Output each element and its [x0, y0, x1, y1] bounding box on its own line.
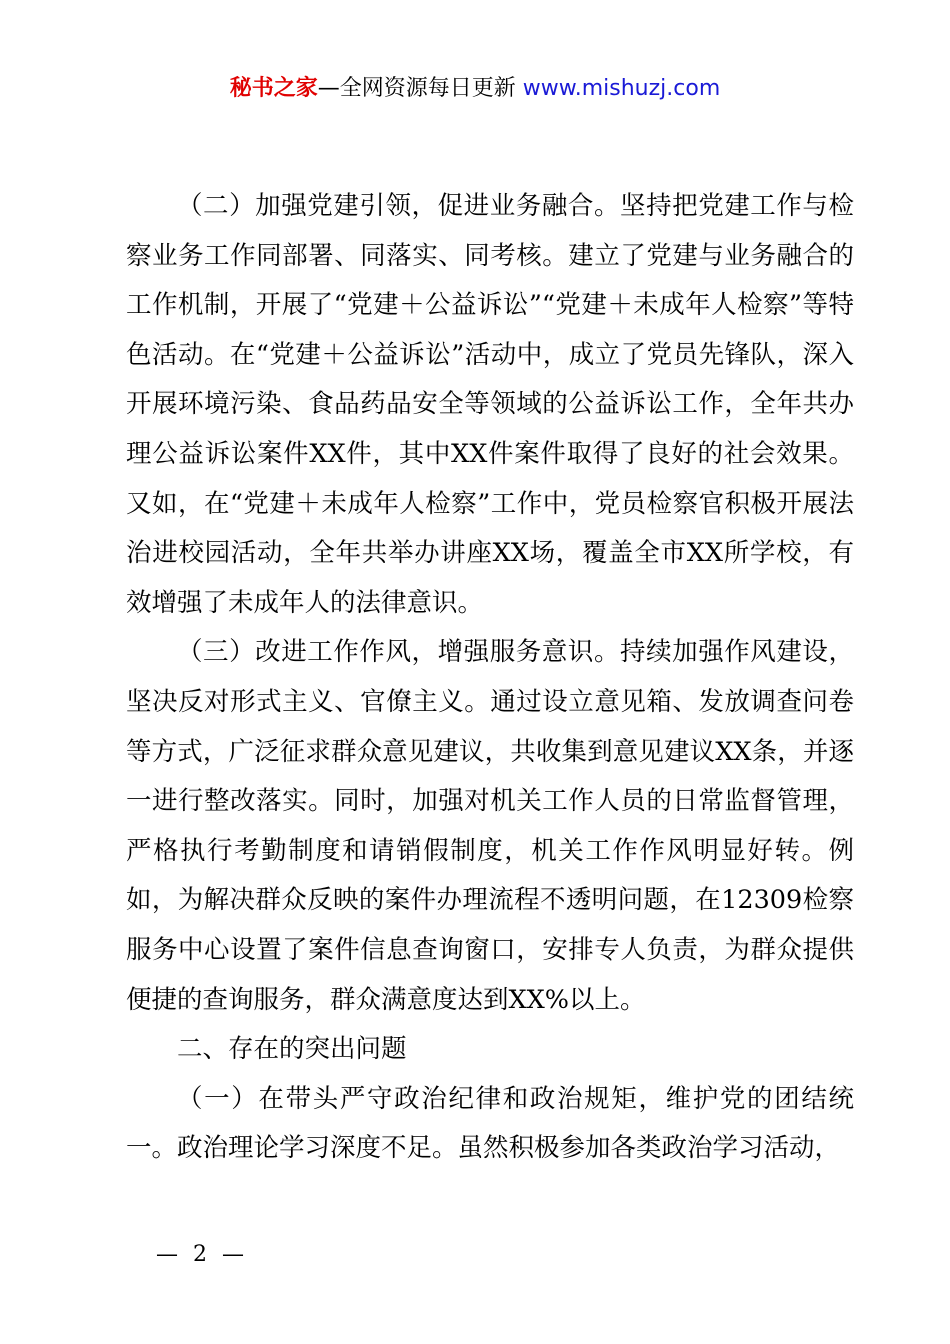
page-number: — 2 —: [156, 1242, 248, 1267]
header-tagline: —全网资源每日更新: [317, 76, 516, 101]
paragraph-political-discipline: （一）在带头严守政治纪律和政治规矩，维护党的团结统一。政治理论学习深度不足。虽然积极参加各类政治学习活动，: [126, 1083, 854, 1164]
site-url-link[interactable]: www.mishuzj.com: [522, 76, 721, 101]
brand-name: 秘书之家: [229, 76, 318, 101]
site-header: [0, 72, 950, 106]
document-body: [126, 182, 854, 1174]
paragraph-work-style: （三）改进工作作风，增强服务意识。持续加强作风建设，坚决反对形式主义、官僚主义。通过设立意见箱、发放调查问卷等方式，广泛征求群众意见建议，共收集到意见建议XX条，并逐一进行整改落实。同时，加强对机关工作人员的日常监督管理，严格执行考勤制度和请销假制度，机关工作作风明显好转。例如，为解决群众反映的案件办理流程不透明问题，在12309检察服务中心设置了案件信息查询窗口，安排专人负责，为群众提供便捷的查询服务，群众满意度达到XX%以上。: [126, 637, 854, 1015]
section-heading: 二、存在的突出问题: [177, 1034, 407, 1065]
paragraph-party-building: （二）加强党建引领，促进业务融合。坚持把党建工作与检察业务工作同部署、同落实、同考核。建立了党建与业务融合的工作机制，开展了“党建＋公益诉讼”“党建＋未成年人检察”等特色活动。在“党建＋公益诉讼”活动中，成立了党员先锋队，深入开展环境污染、食品药品安全等领域的公益诉讼工作，全年共办理公益诉讼案件XX件，其中XX件案件取得了良好的社会效果。又如，在“党建＋未成年人检察”工作中，党员检察官积极开展法治进校园活动，全年共举办讲座XX场，覆盖全市XX所学校，有效增强了未成年人的法律意识。: [126, 191, 854, 618]
